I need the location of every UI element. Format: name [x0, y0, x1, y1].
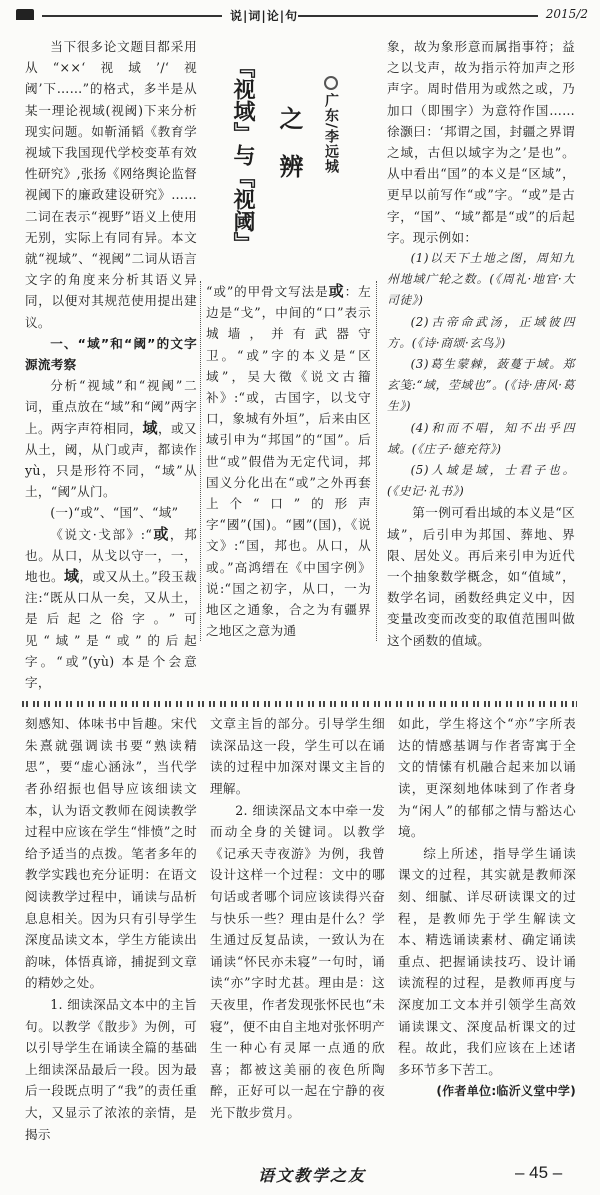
middle-column [200, 281, 377, 641]
circle-bullet-icon [324, 76, 338, 90]
right-column [387, 36, 575, 651]
body-paragraph: 象，故为象形意而属指事符；益之以戈声，故为指示符加声之形声字。周时借用为或然之或，乃加口（即围字）为意符作国……徐灏曰：‘邦谓之国，封疆之界谓之域，古但以域字为之’是也”。从中看出“国”的本义是“区域”，更早以前写作“或”字。“或”是古字，“国”、“域”都是“或”的后起字。现示例如： [387, 39, 575, 245]
text: ：左边是“戈”，中间的“口”表示城墙，并有武器守卫。“或”字的本义是“区域”，吴大徵《说文古籀补》:“或，古国字，以戈守口，象城有外垣”，后来由区域引申为“邦国”的“国”。后世“或”假借为无定代词，邦国义分化出在“或”之外再套上个“口”的形声字“國”(国)。“國”(国)，《说文》:“国，邦也。从口，从或。”高鸿缙在《中国字例》说:“国之初字，从口，一为地区之通象，合之为有疆界之地区之意为通 [206, 284, 371, 639]
page-footer [0, 1155, 600, 1195]
magazine-logo-icon [16, 9, 34, 20]
seal-character: 域 [64, 567, 80, 586]
example-quote: (1)以天下土地之图，周知九州地域广轮之数。(《周礼·地官·大司徒》) [387, 251, 575, 308]
body-paragraph [25, 375, 197, 502]
article-title: 『视域』与『视阈』 [230, 56, 255, 254]
bottom-column-2 [210, 713, 385, 1123]
header-rule [298, 15, 538, 17]
text: “或”的甲骨文写法是 [206, 284, 329, 299]
journal-name: 语文教学之友 [258, 1166, 367, 1186]
body-paragraph [25, 524, 197, 694]
body-paragraph: 刻感知、体味书中旨趣。宋代朱熹就强调读书要“熟读精思”，要“虚心涵泳”，当代学者孙绍振也倡导应该细读文本，认为语文教师在阅读教学过程中应该在学生“悱愤”之时给予适当的点拨。笔者多年的教学实践也充分证明：在语文阅读教学过程中，诵读与品析息息相关。因为只有引导学生深度品读文本，学生方能读出韵味，体悟真谛，捕捉到文章的精妙之处。 [25, 716, 197, 991]
header-rule [42, 15, 222, 17]
body-paragraph: 综上所述，指导学生诵读课文的过程，其实就是教师深刻、细腻、详尽研读课文的过程，是教师先于学生解读文本、精选诵读素材、确定诵读重点、把握诵读技巧、设计诵读流程的过程，是教师再度与深度加工文本并引领学生高效诵读课文、深度品析课文的过程。故此，我们应该在上述诸多环节多下苦工。 [398, 845, 576, 1077]
body-paragraph: 2. 细读深品文本中牵一发而动全身的关键词。以教学《记承天寺夜游》为例，我曾设计这样一个过程：文中的哪句话或者哪个词应该读得兴奋与快乐一些？理由是什么？学生通过反复品读，一致认为在诵读“怀民亦未寝”一句时，诵读“亦”字时尤甚。理由是：这天夜里，作者发现张怀民也“未寝”，便不由自主地对张怀明产生一种心有灵犀一点通的欣喜；都被这美丽的夜色所陶醉，正好可以一起在宁静的夜光下散步赏月。 [210, 802, 385, 1120]
text: ，或又从土，阈，从门或声，都读作 yù，只是形符不同，“域”从土，“阈”从门。 [25, 420, 197, 500]
title-block [207, 36, 377, 281]
oracle-glyph: 或 [328, 282, 345, 300]
upper-article [0, 26, 600, 693]
subheading: (一)“或”、“国”、“域” [50, 505, 179, 521]
body-paragraph: 文章主旨的部分。引导学生细读深品这一段，学生可以在诵读的过程中加深对课文主旨的理解。 [210, 716, 385, 797]
body-paragraph [206, 281, 371, 641]
text: 《说文·戈部》:“ [50, 526, 153, 542]
example-quote: (5)人域是域，士君子也。(《史记·礼书》) [387, 463, 575, 499]
seal-character: 域 [142, 418, 158, 437]
section-name: 说|词|论|句 [230, 9, 299, 23]
page-number: – 45 – [515, 1163, 563, 1183]
section-divider [22, 701, 577, 707]
example-quote: (4)和而不唱，知不出乎四域。(《庄子·德充符》) [387, 420, 575, 456]
body-paragraph: 如此，学生将这个“亦”字所表达的情感基调与作者寄寓于全文的情愫有机融合起来加以诵读，更深刻地体味到了作者身为“闲人”的郁郁之情与豁达心境。 [398, 716, 576, 840]
intro-column [25, 36, 197, 693]
intro-paragraph: 当下很多论文题目都采用从“××‘视域’/‘视阈’下……”的格式，多半是从某一理论视域(视阈)下来分析现实问题。如靳涌韬《教育学视域下我国现代学校变革有效性研究》,张扬《网络舆论监督视阈下的廉政建设研究》……二词在表示“视野”语义上使用无别，实际上有同有异。本文就“视域”、“视阈”二词从语言文字的角度来分析其语义异同，以便对其规范使用提出建议。 [25, 39, 197, 330]
text: ，或又从土。”段玉裁注:“既从口从一矣，又从土，是后起之俗字。”可见“域”是“或”的后起字。“或”(yù) 本是个会意字， [25, 569, 197, 691]
body-paragraph: 第一例可看出域的本义是“区域”，后引申为邦国、葬地、界限、居处义。再后来引申为近代一个抽象数学概念，如“值域”，数学名词，函数经典定义中，因变量改变而改变的取值范围叫做这个函数的值域。 [387, 505, 575, 648]
body-paragraph: 1. 细读深品文本中的主旨句。以教学《散步》为例，可以引导学生在诵读全篇的基础上细读深品最后一段。因为最后一段既点明了“我”的责任重大，又显示了浓浓的亲情，是揭示 [25, 997, 197, 1142]
seal-character: 或 [152, 524, 170, 543]
issue-number: 2015/2 [545, 7, 588, 21]
example-quote: (2)古帝命武汤，正域彼四方。(《诗·商颂·玄鸟》) [387, 314, 575, 350]
example-quote: (3)葛生蒙棘，蔹蔓于域。郑玄笺:“域，茔域也”。(《诗·唐风·葛生》) [387, 357, 575, 414]
bottom-column-1 [25, 713, 197, 1145]
text: 分析“视域”和“视阈”二词，重点放在“域”和“阈”两字上。两字声符相同， [25, 378, 197, 436]
author-affiliation: (作者单位:临沂义堂中学) [436, 1084, 576, 1099]
author-byline [322, 76, 340, 174]
running-header [8, 6, 592, 26]
article-title-suffix: 之辨 [275, 106, 303, 202]
author-name: 广东/李远城 [323, 93, 339, 175]
section-heading: 一、“域”和“阈”的文字源流考察 [25, 335, 197, 373]
text: ，邦也。从口，从戈以守一，一，地也。 [25, 526, 197, 585]
middle-area [207, 36, 377, 641]
lower-article [0, 713, 600, 1145]
bottom-column-3 [398, 713, 576, 1103]
